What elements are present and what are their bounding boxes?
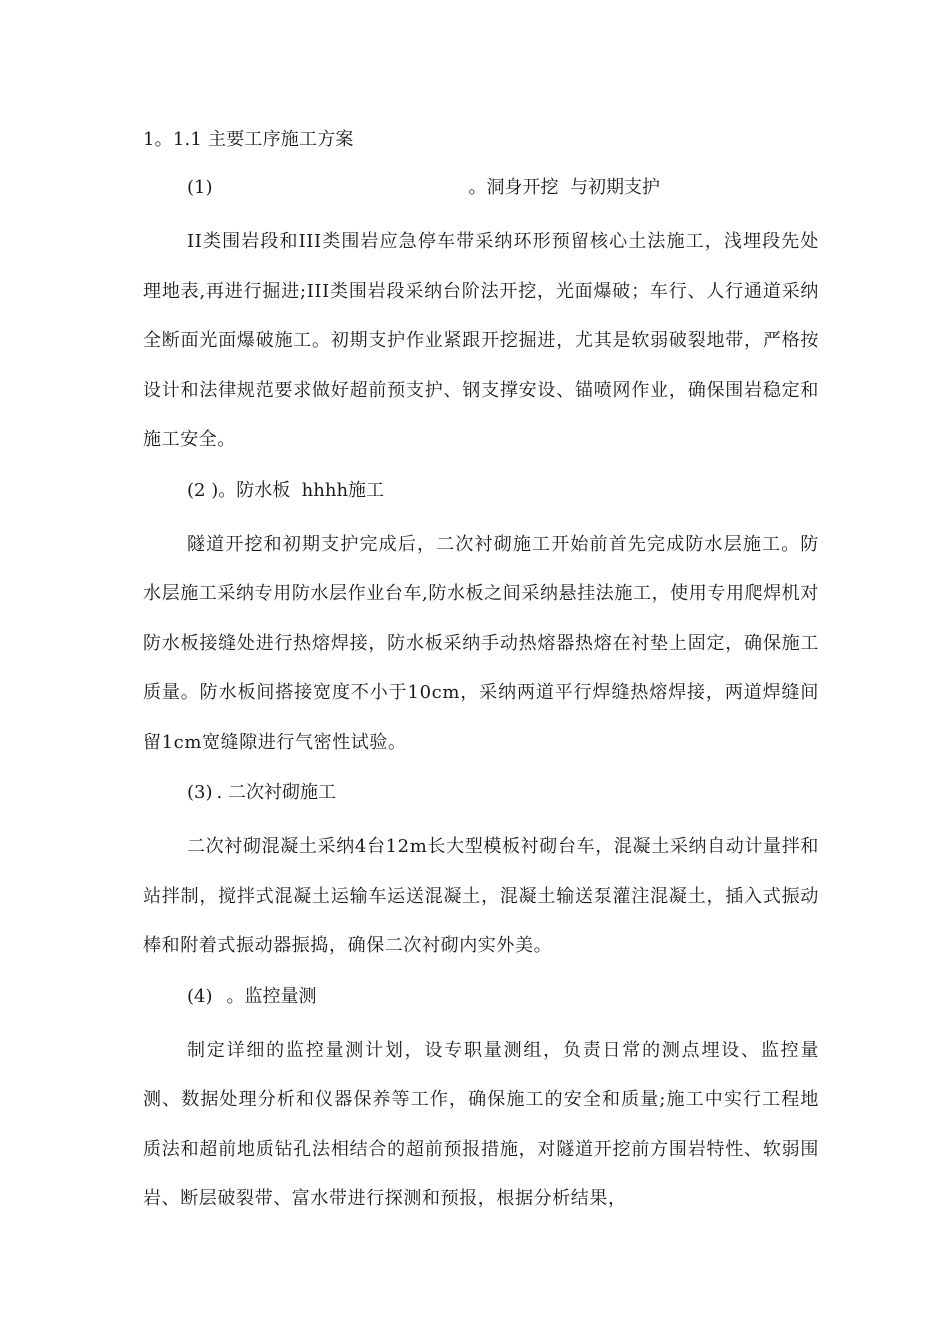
item-3-paragraph: 二次衬砌混凝土采纳4台12m长大型模板衬砌台车，混凝土采纳自动计量拌和站拌制，搅拌式混凝土运输车运送混凝土，混凝土输送泵灌注混凝土，插入式振动棒和附着式振动器振捣，确保二次衬砌内实外美。 [143, 836, 819, 956]
item-2-title: 。防水板 hhhh施工 [218, 479, 385, 501]
item-1-heading [143, 168, 819, 208]
item-2-number: (2 ) [187, 479, 219, 501]
item-2-paragraph: 隧道开挖和初期支护完成后，二次衬砌施工开始前首先完成防水层施工。防水层施工采纳专用防水层作业台车,防水板之间采纳悬挂法施工，使用专用爬焊机对防水板接缝处进行热熔焊接，防水板采纳手动热熔器热熔在衬垫上固定，确保施工质量。防水板间搭接宽度不小于10cm，采纳两道平行焊缝热熔焊接，两道焊缝间留1cm宽缝隙进行气密性试验。 [143, 533, 819, 753]
item-4-heading [143, 977, 819, 1017]
item-4-title: 。监控量测 [226, 985, 317, 1007]
item-1-paragraph: II类围岩段和III类围岩应急停车带采纳环形预留核心土法施工，浅埋段先处理地表,再进行掘进;III类围岩段采纳台阶法开挖，光面爆破；车行、人行通道采纳全断面光面爆破施工。初期支护作业紧跟开挖掘进，尤其是软弱破裂地带，严格按设计和法律规范要求做好超前预支护、钢支撑安设、锚喷网作业，确保围岩稳定和施工安全。 [143, 231, 819, 450]
item-3-number: (3) [187, 782, 213, 803]
item-1-number: (1) [187, 177, 213, 198]
item-1-title: 。洞身开挖 与初期支护 [468, 177, 660, 198]
document-body [143, 120, 819, 1230]
item-3-heading [143, 773, 819, 813]
item-4-paragraph: 制定详细的监控量测计划，设专职量测组，负责日常的测点埋设、监控量测、数据处理分析和仪器保养等工作，确保施工的安全和质量;施工中实行工程地质法和超前地质钻孔法相结合的超前预报措施，对隧道开挖前方围岩特性、软弱围岩、断层破裂带、富水带进行探测和预报，根据分析结果， [143, 1039, 819, 1209]
item-2-heading [143, 471, 819, 511]
item-4-number: (4) [187, 985, 213, 1007]
item-3-title: . 二次衬砌施工 [216, 782, 336, 803]
section-heading: 1。1.1 主要工序施工方案 [143, 129, 354, 150]
